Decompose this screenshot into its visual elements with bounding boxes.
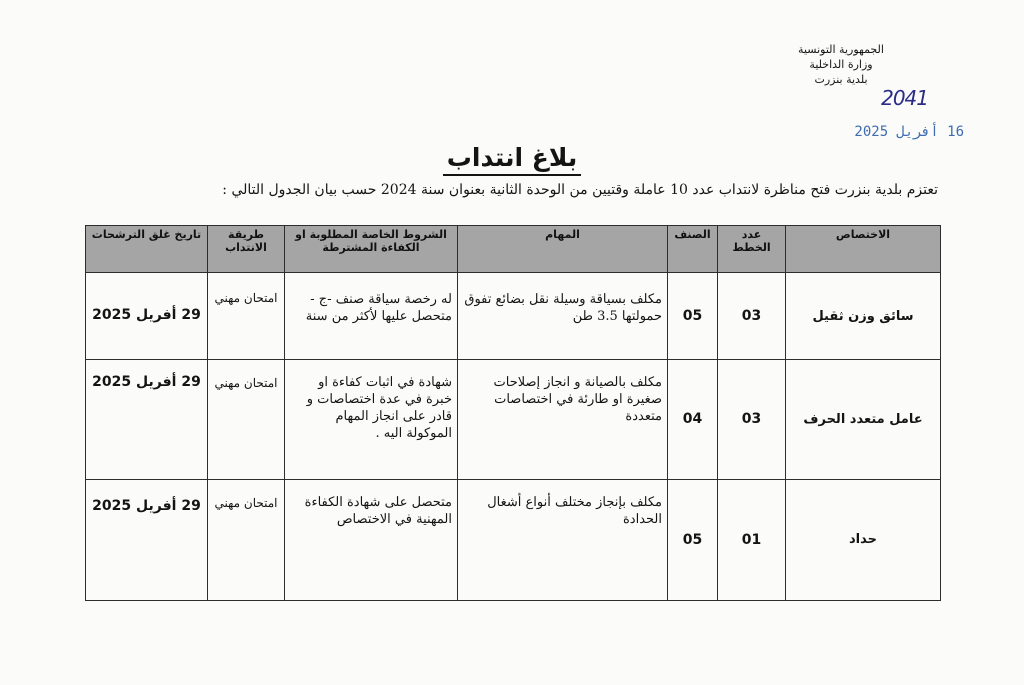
date-stamp: 16 أفريل 2025	[854, 124, 964, 140]
table-header-row	[86, 226, 941, 273]
letterhead-municipality: بلدية بنزرت	[814, 73, 868, 86]
recruitment-table	[85, 225, 941, 601]
cell-positions: 03	[718, 360, 786, 479]
header-positions: عدد الخطط	[718, 226, 786, 273]
header-specialty: الاختصاص	[786, 226, 941, 273]
letterhead-ministry: وزارة الداخلية	[809, 58, 873, 71]
intro-paragraph: تعتزم بلدية بنزرت فتح مناظرة لانتداب عدد 10 عاملة وقتيين من الوحدة الثانية بعنوان سنة 2024 حسب بيان الجدول التالي :	[222, 182, 938, 198]
table-row	[86, 479, 941, 601]
cell-tasks: مكلف بالصيانة و انجاز إصلاحات صغيرة او طارئة في اختصاصات متعددة	[458, 360, 668, 479]
cell-category: 05	[668, 479, 718, 601]
cell-category: 05	[668, 273, 718, 360]
table-row	[86, 360, 941, 479]
cell-specialty: عامل متعدد الحرف	[786, 360, 941, 479]
cell-positions: 03	[718, 273, 786, 360]
cell-method: امتحان مهني	[208, 479, 285, 601]
header-deadline: تاريخ غلق الترشحات	[86, 226, 208, 273]
header-conditions: الشروط الخاصة المطلوبة او الكفاءة المشترطة	[285, 226, 458, 273]
table-row	[86, 273, 941, 360]
page-title	[0, 143, 1024, 172]
cell-conditions: له رخصة سياقة صنف -ج - متحصل عليها لأكثر من سنة	[285, 273, 458, 360]
cell-tasks: مكلف بسياقة وسيلة نقل بضائع تفوق حمولتها 3.5 طن	[458, 273, 668, 360]
header-method: طريقة الانتداب	[208, 226, 285, 273]
cell-conditions: متحصل على شهادة الكفاءة المهنية في الاختصاص	[285, 479, 458, 601]
handwritten-reference-number: 2041	[881, 86, 928, 110]
cell-deadline: 29 أفريل 2025	[86, 479, 208, 601]
cell-conditions: شهادة في اثبات كفاءة او خبرة في عدة اختصاصات و قادر على انجاز المهام الموكولة اليه .	[285, 360, 458, 479]
cell-positions: 01	[718, 479, 786, 601]
header-category: الصنف	[668, 226, 718, 273]
cell-method: امتحان مهني	[208, 273, 285, 360]
cell-category: 04	[668, 360, 718, 479]
page-title-text: بلاغ انتداب	[443, 143, 581, 176]
header-tasks: المهام	[458, 226, 668, 273]
letterhead	[746, 42, 936, 87]
cell-method: امتحان مهني	[208, 360, 285, 479]
cell-specialty: سائق وزن ثقيل	[786, 273, 941, 360]
letterhead-republic: الجمهورية التونسية	[798, 43, 884, 56]
cell-deadline: 29 أفريل 2025	[86, 273, 208, 360]
cell-tasks: مكلف بإنجاز مختلف أنواع أشغال الحدادة	[458, 479, 668, 601]
cell-specialty: حداد	[786, 479, 941, 601]
cell-deadline: 29 أفريل 2025	[86, 360, 208, 479]
